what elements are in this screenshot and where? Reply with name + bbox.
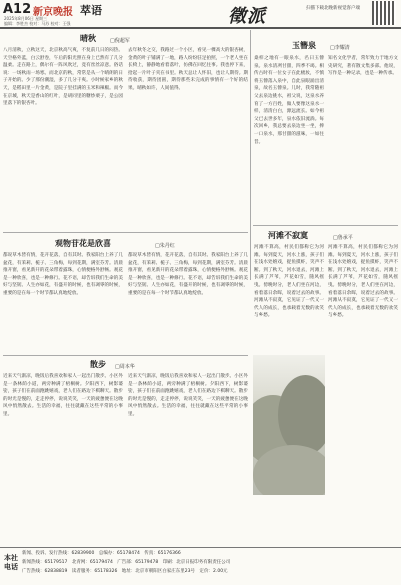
article-author-jiqiu: □倪超军 bbox=[110, 38, 130, 44]
article-body-heliu-right: 河滩不算高，村民们都称它为河滩。每到夏天，河水上涨，孩子们在浅水处嬉戏，捉鱼摸虾，笑声不断。到了秋天，河水退去，河滩上长满了芦苇，芦花如雪，随风摇曳。傍晚时分，老人们坐在河边，看着落日余晖，说着过去的故事。河滩从不寂寞，它见证了一代又一代人的成长，也承载着无数的欢笑与乡愁。 bbox=[328, 245, 398, 319]
section-divider bbox=[3, 355, 248, 356]
footer-line-3: 广告热线：62838819 读者服务：65178326 地址：北京市朝阳区白家庄东里23号 定价：2.00元 bbox=[22, 569, 228, 574]
article-title-heliu: 河滩不寂寞 bbox=[268, 230, 308, 240]
page-number: A12 bbox=[3, 2, 32, 17]
qr-caption: 扫描下载北晚新视觉客户端 bbox=[306, 6, 360, 11]
masthead: 徵派 bbox=[228, 6, 266, 27]
paper-logo: 新京晚报 bbox=[33, 7, 73, 18]
article-body-sanbu-left: 近来天气渐凉，晚饭后我喜欢和家人一起出门散步。小区外是一条林荫小道，两旁种满了梧桐树。夕阳西下，树影婆娑，孩子们在前面跑跳嬉戏，老人们在路边下棋聊天。散步的时光是慢的，走走停停，说说笑笑，一天的疲惫便在这晚风中悄然散去。生活的幸福，往往就藏在这些平常的小事里。 bbox=[3, 374, 123, 417]
editor-line: 编辑：李胜杰 校对：马苏 校对：王强 bbox=[4, 21, 71, 26]
article-body-jiqiu-right: 去年秋冬之交，我路过一个小区，看见一棵高大的银杏树，金黄的叶子铺满了一地，路人纷纷驻足拍照，一个老人坐在长椅上，静静地看着落叶，仿佛在回忆往事。我也停下来，拾起一片叶子夹在书里。秋天总让人怀旧，也让人期待。期待收获，期待团圆，期待那些未完成的事情有一个好的结果。晴秋如许，人间值得。 bbox=[128, 48, 248, 91]
article-body-guanhua-left: 都说草木皆有情，花开花落，自有其时。我家阳台上养了几盆花，有茉莉、栀子、三角梅，每到花期，满室芬芳。清晨推开窗，看见新开的花朵带着露珠，心情便格外舒畅。观花是一种欣喜，也是一种修行。花不语，却告诉我们生命的美好与坚韧。人生亦如花，有盛开的时候，也有凋零的时候，重要的是在每一个时节都认真地绽放。 bbox=[3, 253, 123, 296]
article-body-yuhuan-left: 桑梓之地有一眼泉水，名曰玉簪泉。泉水清冽甘甜，四季不竭。相传古时有一位女子在此梳妆，不慎将玉簪落入泉中，自此泉眼涌出清泉，故名玉簪泉。儿时，我常随祖父去泉边挑水，祖父说，这泉水养育了一方百姓，做人要像这泉水一样，清清白白，源远流长。如今祖父已去世多年，泉水依旧流淌。每次回乡，我总要去泉边坐一坐，捧一口泉水，那甘甜的滋味，一如往昔。 bbox=[254, 56, 324, 145]
article-author-heliu: □鲁承平 bbox=[333, 235, 353, 241]
landscape-photo bbox=[253, 355, 325, 495]
qr-code-icon[interactable] bbox=[372, 1, 396, 25]
article-title-jiqiu: 晴秋 bbox=[80, 33, 96, 43]
footer-line-2: 新闻热线：65179517 北青网：65179474 广告部：65179478 印刷：北京日报印务有限责任公司 bbox=[22, 560, 231, 565]
article-author-guanhua: □朱丹红 bbox=[155, 243, 175, 249]
footer-line-1: 新闻、投诉、发行热线：62839900 总编办：65178474 传真：65176366 bbox=[22, 551, 181, 556]
article-body-jiqiu-left: 八月清秋，立秋这天，北京秋高气爽，不复前几日的闷热。天空格外蓝，白云舒卷，午后的阳光照在身上已然有了几分温柔。走在路上，偶尔有一阵风吹过，竟有丝丝凉意。俗话说：一场秋雨一场寒。而北京的秋，常常是从一个晴朗的日子开始的。少了那份潮湿，多了几分干爽。小时候家乡的秋天，是稻田里一片金黄，是院子里挂满的玉米和辣椒。而今在京城，秋天是香山的红叶，是胡同里的糖炒栗子，是公园里落下的银杏叶。 bbox=[3, 48, 123, 107]
article-title-sanbu: 散步 bbox=[90, 359, 106, 369]
article-author-sanbu: □周本华 bbox=[115, 364, 135, 370]
section-divider bbox=[253, 225, 398, 226]
article-title-yuhuan: 玉簪泉 bbox=[292, 40, 316, 50]
footer-label: 本社电话 bbox=[4, 553, 18, 571]
article-body-guanhua-right: 都说草木皆有情，花开花落，自有其时。我家阳台上养了几盆花，有茉莉、栀子、三角梅，每到花期，满室芬芳。清晨推开窗，看见新开的花朵带着露珠，心情便格外舒畅。观花是一种欣喜，也是一种修行。花不语，却告诉我们生命的美好与坚韧。人生亦如花，有盛开的时候，也有凋零的时候，重要的是在每一个时节都认真地绽放。 bbox=[128, 253, 248, 296]
article-body-right-col: 知名文化学者，常年致力于地方文史研究，著有散文集多部。他说，写作是一种记录，也是一种传承。 bbox=[328, 56, 398, 77]
article-title-guanhua: 观物苷花是欣喜 bbox=[55, 238, 111, 248]
header-rule bbox=[0, 27, 401, 29]
article-body-sanbu-right: 近来天气渐凉，晚饭后我喜欢和家人一起出门散步。小区外是一条林荫小道，两旁种满了梧桐树。夕阳西下，树影婆娑，孩子们在前面跑跳嬉戏，老人们在路边下棋聊天。散步的时光是慢的，走走停停，说说笑笑，一天的疲惫便在这晚风中悄然散去。生活的幸福，往往就藏在这些平常的小事里。 bbox=[128, 374, 248, 417]
section-divider bbox=[3, 232, 248, 233]
date-line: 2025年8月06日 星期三 bbox=[4, 16, 48, 21]
article-body-heliu-left: 河滩不算高，村民们都称它为河滩。每到夏天，河水上涨，孩子们在浅水处嬉戏，捉鱼摸虾，笑声不断。到了秋天，河水退去，河滩上长满了芦苇，芦花如雪，随风摇曳。傍晚时分，老人们坐在河边，看着落日余晖，说着过去的故事。河滩从不寂寞，它见证了一代又一代人的成长，也承载着无数的欢笑与乡愁。 bbox=[254, 245, 324, 319]
column-divider bbox=[250, 30, 251, 280]
section-label: 萃语 bbox=[80, 4, 102, 17]
article-author-yuhuan: □李耀清 bbox=[330, 45, 350, 51]
